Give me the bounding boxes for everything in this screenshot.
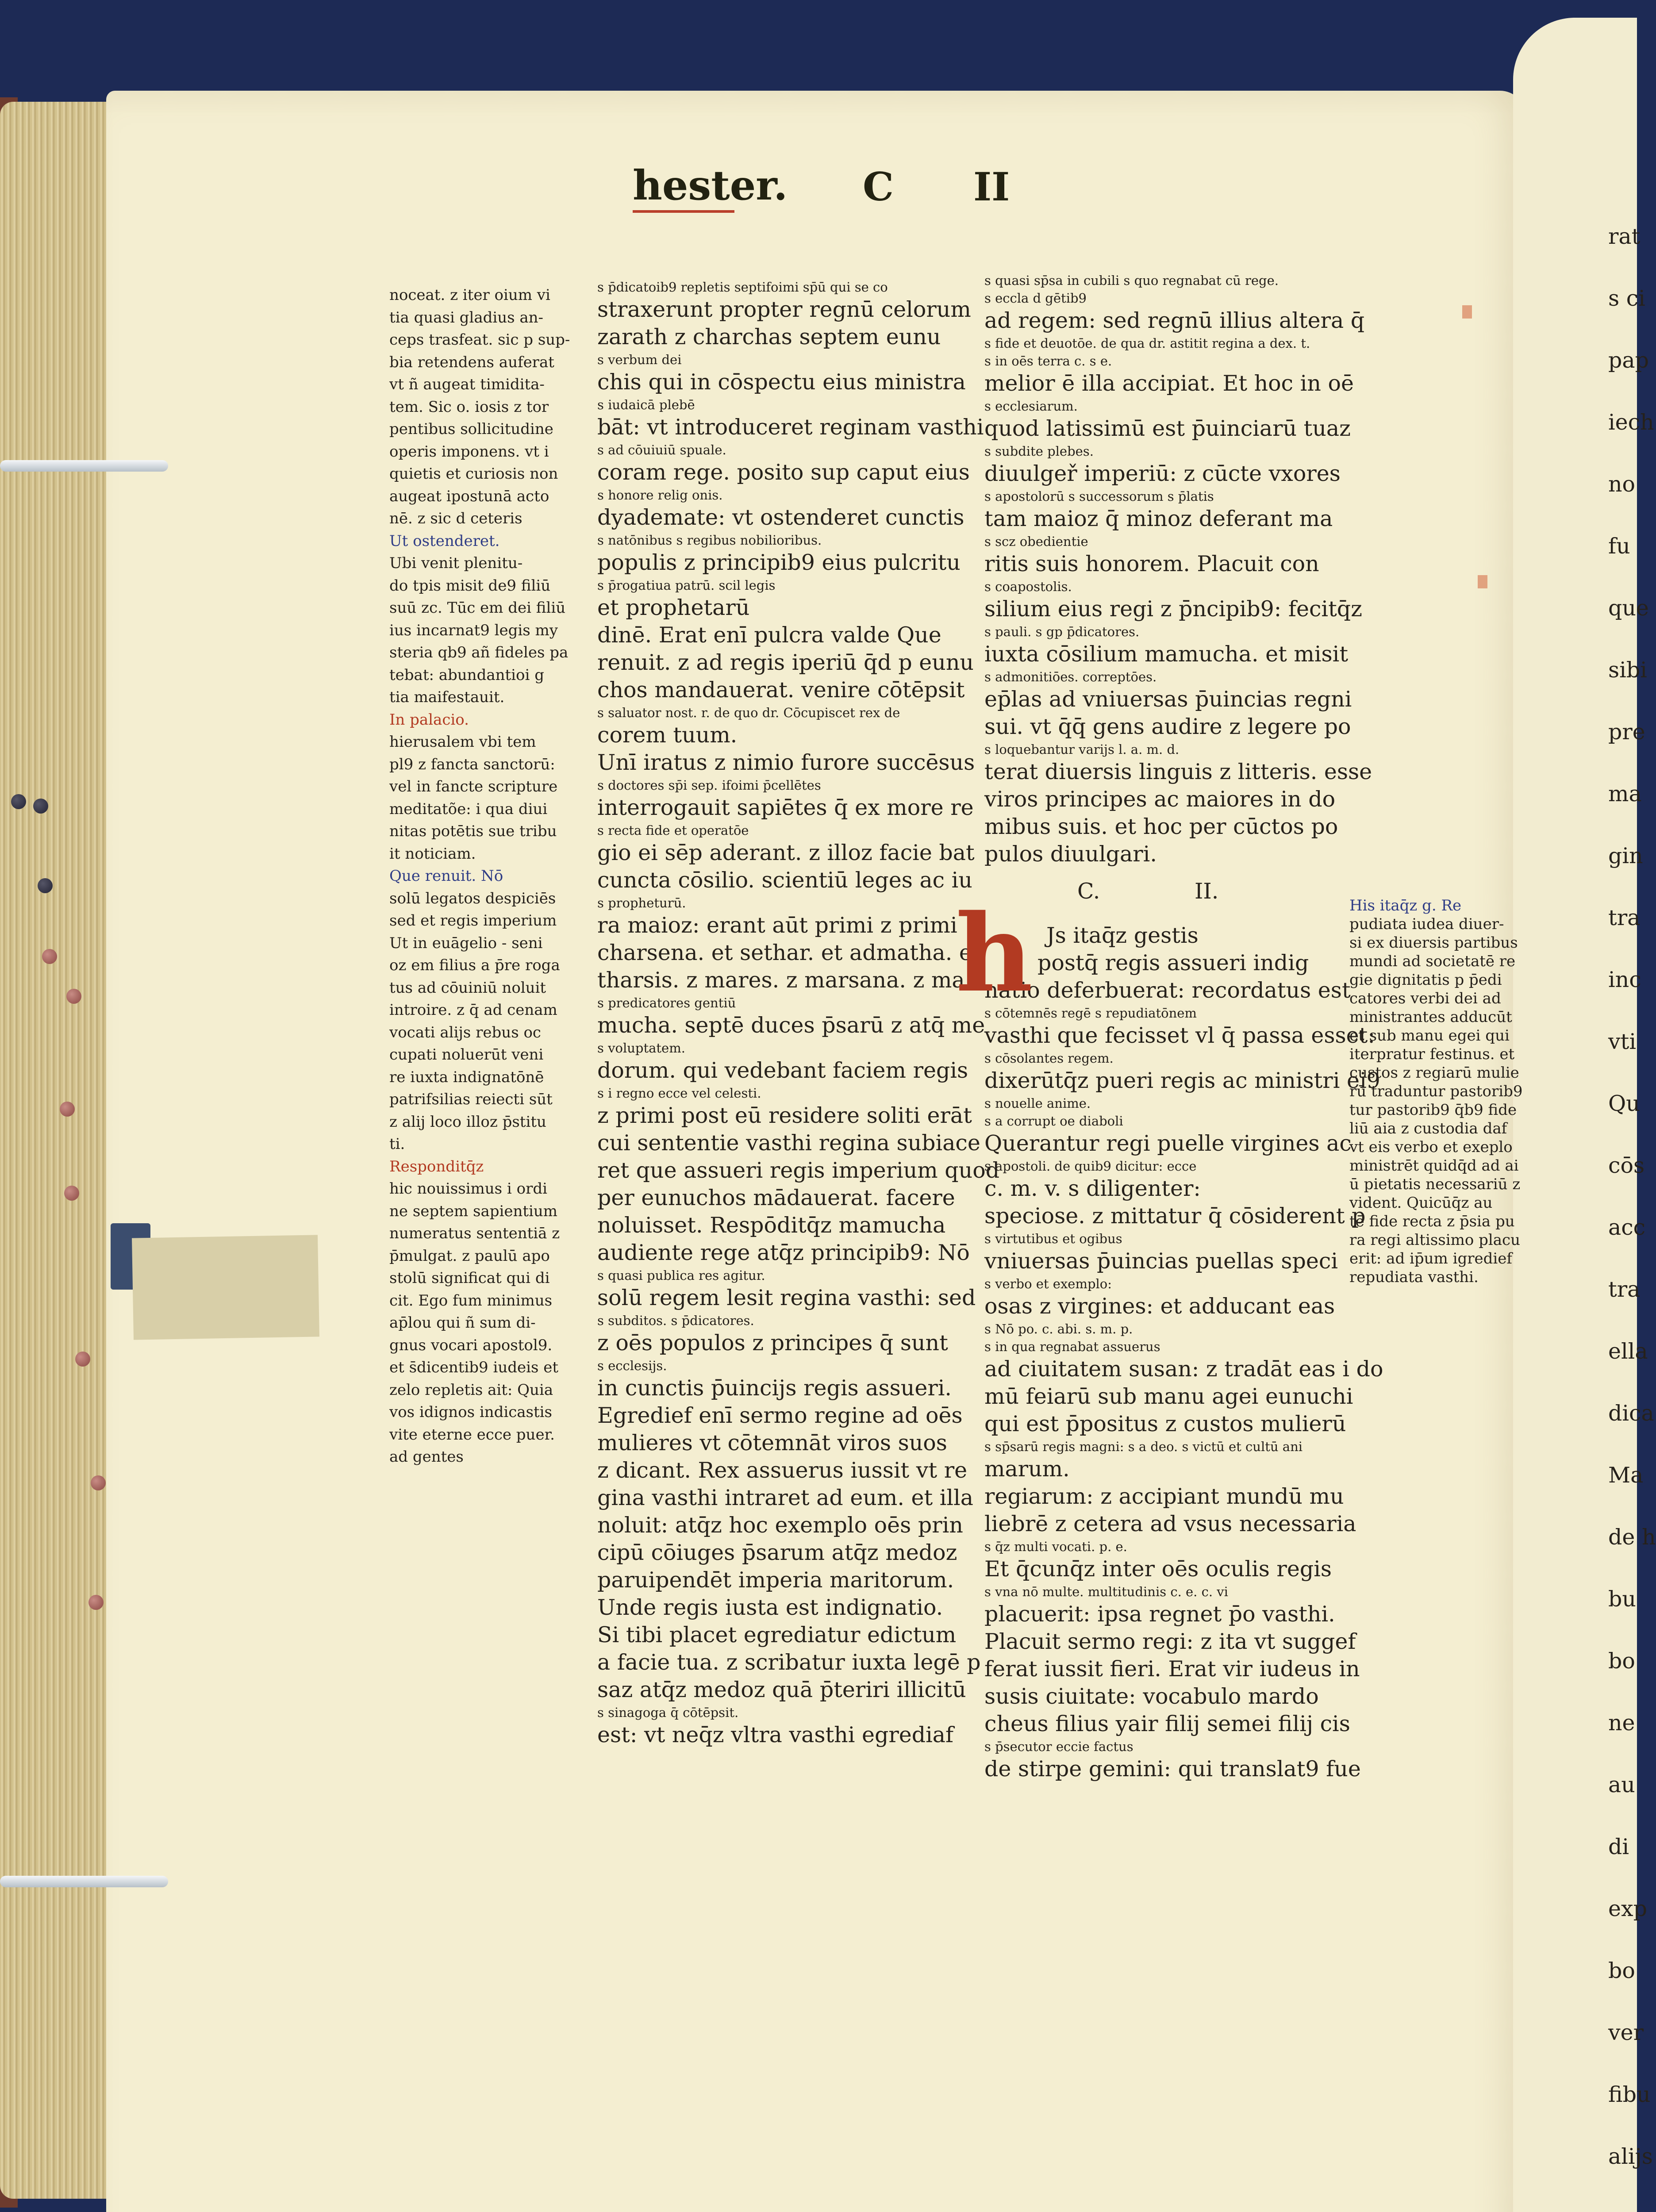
right-gloss-line: ministrēt quidq̄d ad ai (1349, 1157, 1519, 1175)
col-b-bottom-line: vniuersas p̄uincias puellas speci (984, 1248, 1338, 1274)
left-gloss-line: solū legatos despiciēs (389, 889, 556, 907)
col-a-line: gio ei sēp aderant. z illoz facie bat (597, 840, 975, 865)
col-a-line: dyademate: vt ostenderet cunctis (597, 505, 964, 530)
left-gloss-line: cupati noluerūt veni (389, 1046, 544, 1064)
right-page-fragments-line: cōs (1608, 1153, 1645, 1178)
left-gloss-line: gnus vocari apostol9. (389, 1336, 553, 1354)
right-page-fragments-line: vti (1608, 1029, 1637, 1054)
col-a-line: mulieres vt cōtemnāt viros suos (597, 1430, 947, 1455)
col-a-line: cuncta cōsilio. scientiū leges ac iu (597, 868, 972, 893)
right-gloss-line: catores verbi dei ad (1349, 990, 1501, 1007)
right-page-fragments-line: que (1608, 595, 1649, 621)
left-gloss-line: tia quasi gladius an- (389, 308, 544, 326)
col-a-line: s recta fide et operatōe (597, 823, 749, 838)
col-a-line: mucha. septē duces p̄sarū z atq̄ me (597, 1013, 985, 1038)
left-gloss-line: vos idignos indicastis (389, 1403, 552, 1421)
col-a-line: cipū cōiuges p̄sarum atq̄z medoz (597, 1540, 957, 1565)
left-gloss-line: tia maifestauit. (389, 688, 505, 706)
col-a-line: straxerunt propter regnū celorum (597, 297, 971, 322)
right-gloss-line: custos z regiarū mulie (1349, 1064, 1519, 1082)
left-gloss-line: noceat. z iter oium vi (389, 286, 550, 304)
col-a-line: s i regno ecce vel celesti. (597, 1086, 761, 1101)
right-gloss-line: ministrantes adducūt (1349, 1008, 1512, 1026)
right-gloss-line: si ex diuersis partibus (1349, 934, 1518, 952)
col-a-line: s predicatores gentiū (597, 995, 736, 1010)
left-gloss-line: suū zc. Tūc em dei filiū (389, 599, 566, 617)
left-gloss-line: Ut ostenderet. (389, 532, 500, 550)
right-page-fragments-line: ella (1608, 1339, 1648, 1364)
col-a-line: chos mandauerat. venire cōtēpsit (597, 677, 965, 703)
right-gloss-line: mundi ad societatē re (1349, 952, 1516, 970)
col-b-bottom-line: vasthi que fecisset vl q̄ passa esset: (984, 1023, 1375, 1048)
col-b-top-line: s subdite plebes. (984, 444, 1094, 459)
col-a-line: s honore relig onis. (597, 488, 723, 503)
right-gloss-line: erit: ad ip̄um igredief (1349, 1250, 1512, 1267)
right-page-fragments-line: alijs (1608, 2144, 1653, 2169)
col-b-top-line: s admonitiōes. correptōes. (984, 669, 1157, 684)
col-a-line: corem tuum. (597, 722, 738, 748)
col-b-bottom-line: natio deferbuerat: recordatus est (984, 978, 1351, 1003)
chapter-letter: C. (1077, 879, 1100, 904)
col-b-bottom-line: marum. (984, 1456, 1070, 1482)
left-gloss-line: ad gentes (389, 1448, 464, 1466)
binding-stub-icon (91, 1475, 106, 1490)
col-a-line: Unī iratus z nimio furore succēsus (597, 750, 975, 775)
left-gloss-line: zelo repletis ait: Quia (389, 1381, 553, 1399)
col-a-line: noluit: atq̄z hoc exemplo oēs prin (597, 1513, 963, 1538)
left-gloss-line: z alij loco illoz p̄stitu (389, 1113, 546, 1131)
right-page-fragments-line: di (1608, 1834, 1629, 1859)
col-b-bottom-line: susis ciuitate: vocabulo mardo (984, 1684, 1319, 1709)
col-b-bottom-line: c. m. v. s diligenter: (984, 1176, 1201, 1201)
left-gloss-line: re iuxta indignatōnē (389, 1068, 544, 1086)
col-b-top-line: ep̄las ad vniuersas p̄uincias regni (984, 687, 1352, 712)
left-gloss-line: quietis et curiosis non (389, 465, 558, 483)
col-a-line: zarath z charchas septem eunu (597, 324, 941, 349)
col-a-line: s ad cōuiuiū spuale. (597, 442, 726, 457)
col-a-line: a facie tua. z scribatur iuxta legē p (597, 1650, 981, 1675)
right-page-fragments-line: pre (1608, 719, 1645, 745)
right-page-fragments-line: s ci (1608, 286, 1645, 311)
col-a-line: gina vasthi intraret ad eum. et illa (597, 1485, 973, 1510)
col-b-bottom-line: mū feiarū sub manu agei eunuchi (984, 1384, 1353, 1409)
col-a-line: et prophetarū (597, 595, 750, 620)
right-gloss-line: gie dignitatis p p̄edi (1349, 971, 1502, 989)
left-gloss-line: do tpis misit de9 filiū (389, 576, 551, 595)
col-b-top-line: iuxta cōsilium mamucha. et misit (984, 641, 1349, 667)
col-a-line: z oēs populos z principes q̄ sunt (597, 1330, 948, 1356)
col-b-top-line: pulos diuulgari. (984, 841, 1157, 867)
left-gloss-line: et s̄dicentib9 iudeis et (389, 1359, 559, 1376)
col-a-line: s doctores sp̄i sep. ifoimi p̄cellētes (597, 778, 821, 793)
col-b-bottom-line: Js itaq̄z gestis (1046, 923, 1199, 948)
binding-stub-icon (38, 878, 53, 893)
running-title: hester. (633, 161, 788, 209)
col-b-bottom-line: speciose. z mittatur q̄ cōsiderent p (984, 1203, 1366, 1229)
binding-stub-icon (42, 949, 57, 964)
right-gloss-line: His itaq̄z g. Re (1349, 897, 1462, 914)
left-gloss-line: In palacio. (389, 710, 469, 729)
col-b-bottom-line: ad ciuitatem susan: z tradāt eas i do (984, 1356, 1383, 1382)
col-a-line: ra maioz: erant aūt primi z primi (597, 913, 957, 938)
col-b-bottom-line: qui est p̄positus z custos mulierū (984, 1411, 1346, 1436)
chapter-number: II. (1195, 879, 1219, 904)
col-a-line: paruipendēt imperia maritorum. (597, 1567, 954, 1593)
left-gloss-line: ceps trasfeat. sic p sup- (389, 331, 570, 349)
col-b-bottom-line: liebrē z cetera ad vsus necessaria (984, 1511, 1356, 1536)
left-gloss-line: hic nouissimus i ordi (389, 1180, 547, 1198)
col-b-top-line: quod latissimū est p̄uinciarū tuaz (984, 416, 1351, 441)
col-b-bottom-line: Querantur regi puelle virgines ac (984, 1131, 1352, 1156)
col-b-bottom-line: de stirpe gemini: qui translat9 fue (984, 1756, 1361, 1782)
col-a-line: s verbum dei (597, 352, 682, 367)
col-a-line: est: vt neq̄z vltra vasthi egrediaf (597, 1722, 954, 1747)
right-gloss-line: tur pastorib9 q̄b9 fide (1349, 1101, 1517, 1119)
right-page-fragments-line: bu (1608, 1586, 1636, 1612)
col-b-bottom-line: regiarum: z accipiant mundū mu (984, 1484, 1344, 1509)
left-gloss-line: vite eterne ecce puer. (389, 1425, 555, 1444)
left-gloss-line: steria qb9 añ fideles pa (389, 644, 569, 661)
binding-stub-icon (88, 1595, 104, 1610)
right-page-fragments-line: ma (1608, 781, 1642, 806)
col-a-line: dinē. Erat enī pulcra valde Que (597, 622, 941, 648)
col-b-top-line: ritis suis honorem. Placuit con (984, 551, 1319, 576)
col-b-bottom-line: s p̄secutor eccie factus (984, 1739, 1133, 1754)
right-page-fragments-line: de h (1608, 1525, 1656, 1550)
col-a-line: Si tibi placet egrediatur edictum (597, 1622, 957, 1647)
col-b-bottom-line: placuerit: ipsa regnet p̄o vasthi. (984, 1601, 1335, 1627)
col-b-bottom-line: s q̄z multi vocati. p. e. (984, 1539, 1127, 1554)
initial-h-decoration: h (956, 891, 1033, 1016)
col-b-top-line: s in oēs terra c. s e. (984, 353, 1112, 369)
col-b-bottom-line: Placuit sermo regi: z ita vt suggef (984, 1629, 1356, 1654)
margin-stain (1462, 305, 1472, 319)
right-gloss-line: iterpratur festinus. et (1349, 1045, 1515, 1063)
col-b-top-line: s coapostolis. (984, 579, 1072, 594)
right-page-fragments-line: exp (1608, 1896, 1647, 1921)
col-a-line: s p̄rogatiua patrū. scil legis (597, 578, 776, 593)
left-gloss-line: nitas potētis sue tribu (389, 822, 557, 840)
left-gloss-line: tebat: abundantioi g (389, 666, 544, 684)
right-page-fragments-line: fibu (1608, 2082, 1651, 2107)
right-page-fragments-line: tra (1608, 905, 1641, 930)
col-b-top-line: silium eius regi z p̄ncipib9: fecitq̄z (984, 596, 1362, 622)
left-gloss-line: operis imponens. vt i (389, 442, 549, 461)
right-page-fragments-line: tra (1608, 1277, 1641, 1302)
col-a-line: populis z principib9 eius pulcritu (597, 550, 961, 575)
left-gloss-line: ne septem sapientium (389, 1202, 558, 1220)
col-a-line: s voluptatem. (597, 1041, 685, 1056)
right-page-fragments-line: ver (1608, 2020, 1644, 2045)
left-gloss-line: it noticiam. (389, 845, 476, 863)
left-gloss-line: vel in fancte scripture (389, 778, 558, 795)
col-a-line: Unde regis iusta est indignatio. (597, 1595, 943, 1620)
col-b-top-line: terat diuersis linguis z litteris. esse (984, 759, 1372, 784)
margin-stain (1478, 575, 1487, 588)
right-page-fragments-line: au (1608, 1772, 1635, 1797)
col-b-bottom-line: dixerūtq̄z pueri regis ac ministri ei9 (984, 1068, 1380, 1093)
right-page-fragments-line: bo (1608, 1958, 1635, 1983)
right-page-fragments-line: Qu (1608, 1091, 1640, 1116)
col-a-line: per eunuchos mādauerat. facere (597, 1185, 955, 1210)
col-a-line: s sinagoga q̄ cōtēpsit. (597, 1705, 739, 1720)
right-page-fragments-line: inc (1608, 967, 1641, 992)
col-b-bottom-line: osas z virgines: et adducant eas (984, 1294, 1335, 1319)
col-a-line: renuit. z ad regis iperiū q̄d p eunu (597, 650, 974, 675)
right-page-fragments-line: ne (1608, 1710, 1635, 1736)
left-gloss-line: patrifsilias reiecti sūt (389, 1091, 553, 1108)
left-gloss-line: vocati alijs rebus oc (389, 1023, 541, 1041)
col-b-top-line: ad regem: sed regnū illius altera q̄ (984, 308, 1365, 333)
left-gloss-line: bia retendens auferat (389, 353, 554, 371)
col-a-line: s natōnibus s regibus nobilioribus. (597, 533, 822, 548)
col-a-line: coram rege. posito sup caput eius (597, 460, 970, 485)
right-page-fragments-line: Ma (1608, 1463, 1644, 1488)
col-a-line: s propheturū. (597, 895, 686, 910)
col-a-line: in cunctis p̄uincijs regis assueri. (597, 1375, 952, 1401)
col-b-bottom-line: s in qua regnabat assuerus (984, 1339, 1160, 1354)
left-gloss-line: hierusalem vbi tem (389, 733, 536, 751)
left-gloss-line: pl9 z fancta sanctorū: (389, 755, 555, 773)
binding-stub-icon (75, 1352, 90, 1367)
right-gloss-line: et sub manu egei qui (1349, 1027, 1510, 1045)
col-a-line: noluisset. Respōditq̄z mamucha (597, 1213, 946, 1238)
col-b-top-line: mibus suis. et hoc per cūctos po (984, 814, 1338, 839)
binding-stub-icon (60, 1102, 75, 1117)
right-page-fragments-line: pap (1608, 348, 1649, 373)
col-b-bottom-line: s Nō po. c. abi. s. m. p. (984, 1321, 1133, 1336)
right-gloss-line: repudiata vasthi. (1349, 1268, 1479, 1286)
running-chapter-letter: C (863, 164, 894, 210)
left-gloss-line: vt ñ augeat timidita- (389, 376, 545, 393)
right-page-fragments-line: no (1608, 472, 1636, 497)
left-gloss-line: Ubi venit plenitu- (389, 554, 523, 572)
col-b-bottom-line: s cōtemnēs regē s repudiatōnem (984, 1006, 1197, 1021)
col-b-top-line: diuulgeř imperiū: z cūcte vxores (984, 461, 1341, 486)
right-gloss-line: vident. Quicūq̄z au (1349, 1194, 1493, 1212)
left-gloss-line: ti. (389, 1135, 405, 1153)
col-a-line: s subditos. s p̄dicatores. (597, 1313, 754, 1328)
left-gloss-line: Responditq̄z (389, 1157, 484, 1175)
col-b-bottom-line: s apostoli. de quib9 dicitur: ecce (984, 1159, 1197, 1174)
right-gloss-line: tē fide recta z p̄sia pu (1349, 1213, 1515, 1230)
col-a-line: tharsis. z mares. z marsana. z ma (597, 968, 965, 993)
col-a-line: chis qui in cōspectu eius ministra (597, 369, 966, 395)
col-a-line: ret que assueri regis imperium quod (597, 1158, 1000, 1183)
col-b-top-line: s scz obedientie (984, 534, 1088, 549)
left-gloss-line: p̄mulgat. z paulū apo (389, 1247, 550, 1265)
col-a-line: z primi post eū residere soliti erāt (597, 1103, 972, 1128)
col-b-bottom-line: cheus filius yair filij semei filij cis (984, 1711, 1350, 1736)
col-b-bottom-line: s virtutibus et ogibus (984, 1231, 1122, 1246)
col-b-top-line: s ecclesiarum. (984, 399, 1078, 414)
col-b-bottom-line: s a corrupt oe diaboli (984, 1114, 1123, 1129)
bookmark-tab (132, 1235, 319, 1340)
col-b-bottom-line: s vna nō multe. multitudinis c. e. c. vi (984, 1584, 1228, 1599)
left-gloss-line: Ut in euāgelio - seni (389, 934, 543, 952)
col-a-line: solū regem lesit regina vasthi: sed (597, 1285, 976, 1310)
col-b-top-line: s fide et deuotōe. de qua dr. astitit regina a dex. t. (984, 336, 1310, 351)
binding-stub-icon (66, 989, 81, 1004)
left-gloss-line: cit. Ego fum minimus (389, 1291, 553, 1310)
left-gloss-line: tus ad cōuiniū noluit (389, 979, 546, 997)
col-b-bottom-line: Et q̄cunq̄z inter oēs oculis regis (984, 1556, 1332, 1582)
left-gloss-line: ius incarnat9 legis my (389, 621, 558, 639)
col-b-top-line: tam maioz q̄ minoz deferant ma (984, 506, 1333, 531)
col-a-line: Egredief enī sermo regine ad oēs (597, 1403, 963, 1428)
left-gloss-line: Que renuit. Nō (389, 867, 503, 885)
col-a-line: interrogauit sapiētes q̄ ex more re (597, 795, 974, 820)
left-gloss-line: tem. Sic o. iosis z tor (389, 398, 549, 416)
col-b-bottom-line: postq̄ regis assueri indig (1037, 950, 1309, 975)
col-a-line: saz atq̄z medoz quā p̄teriri illicitū (597, 1677, 966, 1702)
left-gloss-line: pentibus sollicitudine (389, 420, 553, 438)
right-page-fragments-line: sibi (1608, 657, 1647, 683)
col-a-line: s ecclesijs. (597, 1358, 667, 1373)
col-b-bottom-line: s verbo et exemplo: (984, 1276, 1112, 1291)
right-gloss-line: rū traduntur pastorib9 (1349, 1083, 1523, 1100)
left-gloss-line: nē. z sic d ceteris (389, 510, 523, 527)
left-gloss-line: augeat ipostunā acto (389, 487, 549, 505)
book-clamp-bottom[interactable] (0, 1876, 168, 1887)
left-gloss-line: meditatõe: i qua diui (389, 800, 548, 818)
col-b-bottom-line: s sp̄sarū regis magni: s a deo. s victū et cultū ani (984, 1439, 1303, 1454)
left-gloss-line: stolū significat qui di (389, 1269, 550, 1287)
col-b-top-line: melior ē illa accipiat. Et hoc in oē (984, 371, 1354, 396)
right-page-fragments-line: rat (1608, 224, 1641, 249)
col-b-top-line: s quasi sp̄sa in cubili s quo regnabat cū rege. (984, 273, 1279, 288)
col-a-line: bāt: vt introduceret reginam vasthi (597, 415, 984, 440)
right-gloss-line: vt eis verbo et exeplo (1349, 1138, 1513, 1156)
binding-stub-icon (33, 799, 48, 814)
col-b-top-line: s pauli. s gp p̄dicatores. (984, 624, 1140, 639)
binding-stub-icon (64, 1186, 79, 1201)
col-b-top-line: sui. vt q̄q̄ gens audire z legere po (984, 714, 1351, 739)
left-gloss-line: sed et regis imperium (389, 912, 557, 929)
right-gloss-line: liū aia z custodia daf (1349, 1120, 1507, 1137)
col-a-line: dorum. qui vedebant faciem regis (597, 1058, 968, 1083)
col-b-top-line: s loquebantur varijs l. a. m. d. (984, 742, 1180, 757)
left-gloss-line: numeratus sententiā z (389, 1225, 560, 1242)
col-a-line: cui sententie vasthi regina subiace (597, 1130, 980, 1156)
col-a-line: s iudaicā plebē (597, 397, 695, 412)
col-b-bottom-line: ferat iussit fieri. Erat vir iudeus in (984, 1656, 1360, 1682)
col-a-line: charsena. et sethar. et admatha. et (597, 940, 981, 965)
right-gloss-line: ū pietatis necessariū z (1349, 1175, 1521, 1193)
col-b-bottom-line: s nouelle anime. (984, 1096, 1091, 1111)
col-a-line: audiente rege atq̄z principib9: Nō (597, 1240, 970, 1265)
running-chapter-number: II (973, 164, 1010, 210)
right-page-fragments-line: iech (1608, 410, 1654, 435)
left-gloss-line: ap̄lou qui ñ sum di- (389, 1314, 536, 1332)
right-page-fragments-line: acc (1608, 1215, 1646, 1240)
col-b-top-line: s apostolorū s successorum s p̄latis (984, 489, 1214, 504)
right-page-fragments-line: bo (1608, 1648, 1635, 1674)
col-b-top-line: s eccla d gētib9 (984, 291, 1087, 306)
left-gloss-line: oz em filius a p̄re roga (389, 956, 560, 974)
col-a-line: z dicant. Rex assuerus iussit vt re (597, 1458, 968, 1483)
left-gloss-line: introire. z q̄ ad cenam (389, 1001, 557, 1019)
book-clamp-top[interactable] (0, 460, 168, 472)
col-a-line: s quasi publica res agitur. (597, 1268, 765, 1283)
col-a-line: s p̄dicatoib9 repletis septifoimi sp̄ū qui se co (597, 280, 888, 295)
right-page-fragments-line: gin (1608, 843, 1643, 868)
binding-stub-icon (11, 794, 26, 809)
col-b-top-line: viros principes ac maiores in do (984, 787, 1336, 812)
col-a-line: s saluator nost. r. de quo dr. Cōcupiscet rex de (597, 705, 900, 720)
right-gloss-line: pudiata iudea diuer- (1349, 915, 1504, 933)
col-b-bottom-line: s cōsolantes regem. (984, 1051, 1114, 1066)
right-gloss-line: ra regi altissimo placu (1349, 1231, 1520, 1249)
right-page-fragments-line: fu (1608, 534, 1630, 559)
right-page-fragments-line: dica (1608, 1401, 1654, 1426)
